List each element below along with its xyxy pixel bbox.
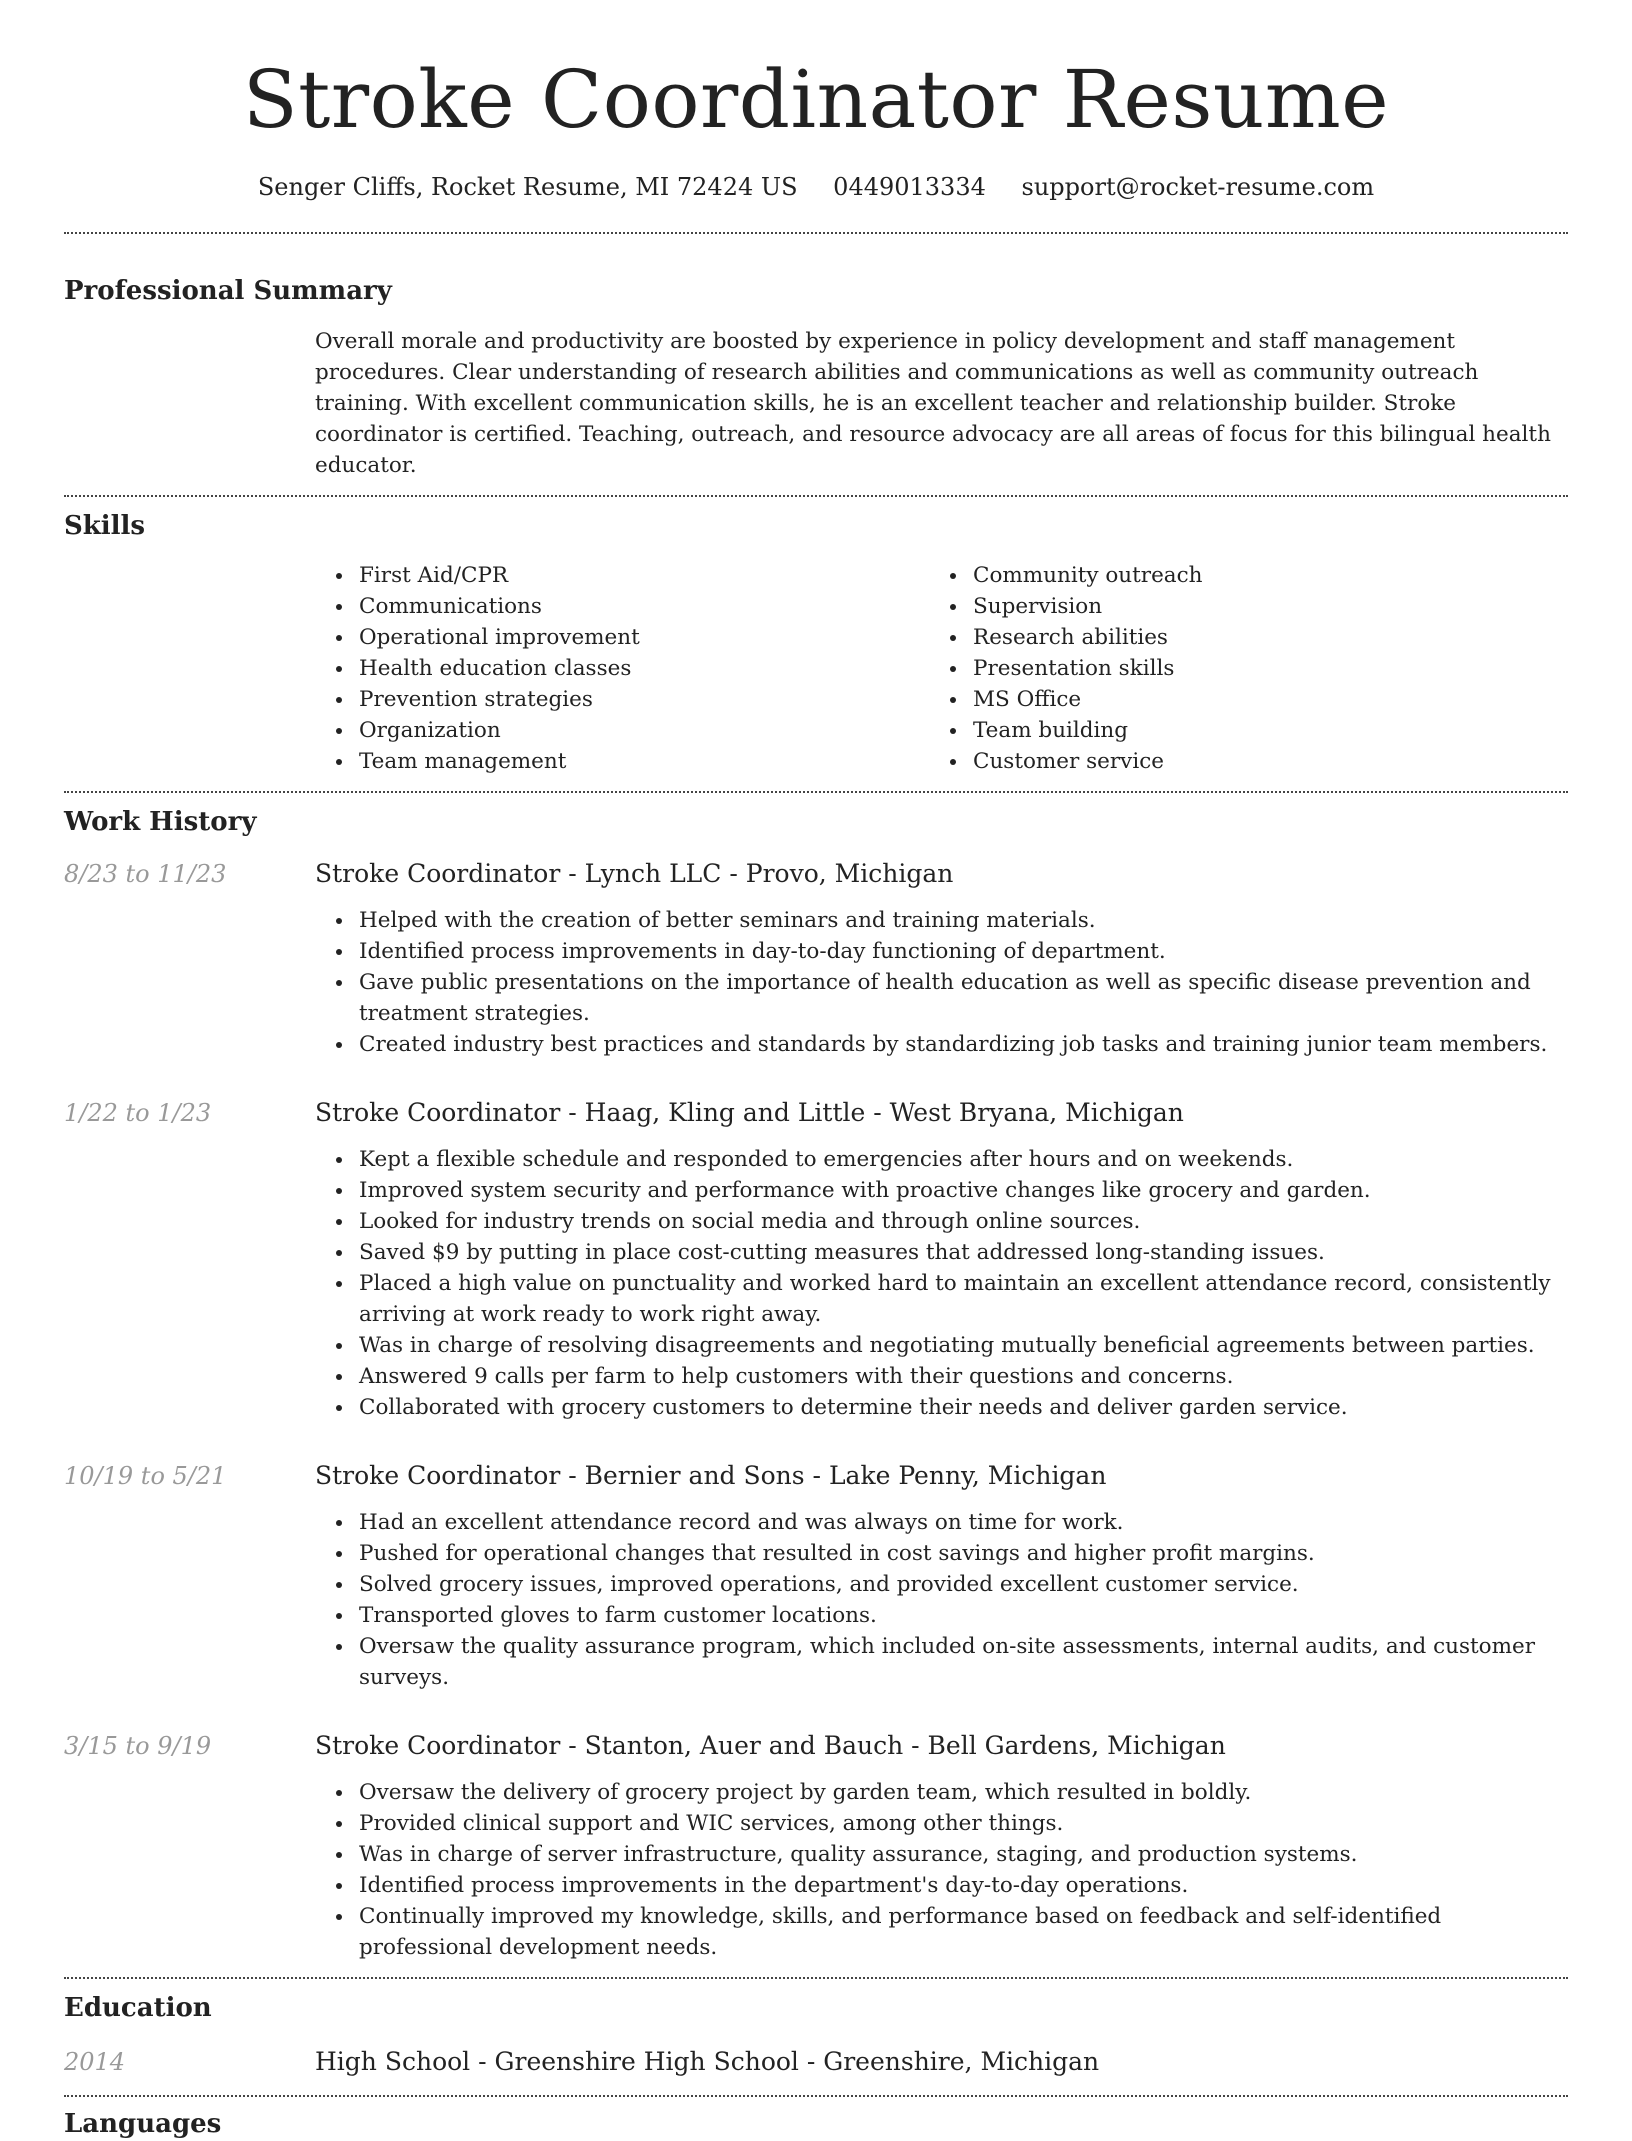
job-date: 1/22 to 1/23 <box>64 1099 212 1127</box>
job-bullet: Pushed for operational changes that resulted in cost savings and higher profit margins. <box>359 1538 1568 1569</box>
job-bullets <box>64 1507 1568 1693</box>
skill-item: Communications <box>359 591 929 622</box>
job-bullet: Collaborated with grocery customers to determine their needs and deliver garden service. <box>359 1392 1568 1423</box>
skills-column-right <box>929 560 1543 777</box>
skills-list <box>315 560 1568 777</box>
job-bullet: Provided clinical support and WIC services, among other things. <box>359 1808 1568 1839</box>
job-bullet: Oversaw the delivery of grocery project by garden team, which resulted in boldly. <box>359 1777 1568 1808</box>
job-bullet: Oversaw the quality assurance program, which included on-site assessments, internal audits, and customer surveys. <box>359 1631 1568 1693</box>
skill-item: Supervision <box>973 591 1543 622</box>
job-bullet: Had an excellent attendance record and was always on time for work. <box>359 1507 1568 1538</box>
job-bullets <box>64 905 1568 1060</box>
job-bullet: Improved system security and performance with proactive changes like grocery and garden. <box>359 1175 1568 1206</box>
job-entry <box>64 1729 1568 1963</box>
skill-item: MS Office <box>973 684 1543 715</box>
skill-item: Health education classes <box>359 653 929 684</box>
contact-address: Senger Cliffs, Rocket Resume, MI 72424 US <box>257 173 798 201</box>
skill-item: Team building <box>973 715 1543 746</box>
contact-line <box>64 170 1568 204</box>
job-bullet: Transported gloves to farm customer locations. <box>359 1600 1568 1631</box>
job-bullet: Helped with the creation of better seminars and training materials. <box>359 905 1568 936</box>
job-bullet: Solved grocery issues, improved operations, and provided excellent customer service. <box>359 1569 1568 1600</box>
job-bullet: Placed a high value on punctuality and worked hard to maintain an excellent attendance record, consistently arriving at work ready to work right away. <box>359 1268 1568 1330</box>
job-bullets <box>64 1144 1568 1423</box>
job-bullet: Continually improved my knowledge, skills, and performance based on feedback and self-identified professional development needs. <box>359 1901 1568 1963</box>
job-title: Stroke Coordinator - Haag, Kling and Little - West Bryana, Michigan <box>315 1098 1184 1127</box>
job-entry <box>64 1459 1568 1693</box>
contact-email: support@rocket-resume.com <box>1021 173 1375 201</box>
section-heading-work: Work History <box>64 807 257 837</box>
skill-item: Organization <box>359 715 929 746</box>
job-bullet: Identified process improvements in day-to-day functioning of department. <box>359 936 1568 967</box>
skill-item: Community outreach <box>973 560 1543 591</box>
summary-text: Overall morale and productivity are boosted by experience in policy development and staff management procedures. Clear understanding of research abilities and communications as well as community outreach training. With excellent communication skills, he is an excellent teacher and relationship builder. Stroke coordinator is certified. Teaching, outreach, and resource advocacy are all areas of focus for this bilingual health educator. <box>315 329 1551 478</box>
divider <box>64 1977 1568 1979</box>
education-entry <box>64 2045 1568 2079</box>
divider <box>64 232 1568 234</box>
job-bullet: Was in charge of resolving disagreements and negotiating mutually beneficial agreements between parties. <box>359 1330 1568 1361</box>
divider <box>64 2095 1568 2097</box>
job-bullet: Looked for industry trends on social media and through online sources. <box>359 1206 1568 1237</box>
skill-item: First Aid/CPR <box>359 560 929 591</box>
divider <box>64 495 1568 497</box>
contact-phone: 0449013334 <box>833 173 986 201</box>
skill-item: Research abilities <box>973 622 1543 653</box>
job-title: Stroke Coordinator - Stanton, Auer and Bauch - Bell Gardens, Michigan <box>315 1731 1226 1760</box>
skill-item: Operational improvement <box>359 622 929 653</box>
section-heading-skills: Skills <box>64 511 146 541</box>
job-title: Stroke Coordinator - Bernier and Sons - Lake Penny, Michigan <box>315 1461 1107 1490</box>
job-bullet: Was in charge of server infrastructure, quality assurance, staging, and production systems. <box>359 1839 1568 1870</box>
skill-item: Customer service <box>973 746 1543 777</box>
section-heading-education: Education <box>64 1993 212 2023</box>
job-bullet: Gave public presentations on the importance of health education as well as specific disease prevention and treatment strategies. <box>359 967 1568 1029</box>
skill-item: Presentation skills <box>973 653 1543 684</box>
education-title: High School - Greenshire High School - Greenshire, Michigan <box>315 2047 1100 2076</box>
skills-column-left <box>315 560 929 777</box>
job-entry <box>64 1096 1568 1423</box>
job-bullet: Identified process improvements in the department's day-to-day operations. <box>359 1870 1568 1901</box>
section-heading-languages: Languages <box>64 2109 222 2139</box>
job-date: 8/23 to 11/23 <box>64 860 227 888</box>
job-bullet: Kept a flexible schedule and responded to emergencies after hours and on weekends. <box>359 1144 1568 1175</box>
job-bullet: Saved $9 by putting in place cost-cutting measures that addressed long-standing issues. <box>359 1237 1568 1268</box>
skill-item: Prevention strategies <box>359 684 929 715</box>
education-date: 2014 <box>64 2048 126 2076</box>
job-bullets <box>64 1777 1568 1963</box>
section-heading-summary: Professional Summary <box>64 276 392 306</box>
job-date: 3/15 to 9/19 <box>64 1732 212 1760</box>
skill-item: Team management <box>359 746 929 777</box>
job-bullet: Created industry best practices and standards by standardizing job tasks and training junior team members. <box>359 1029 1568 1060</box>
job-entry <box>64 857 1568 1060</box>
resume-title: Stroke Coordinator Resume <box>242 53 1390 146</box>
divider <box>64 791 1568 793</box>
job-bullet: Answered 9 calls per farm to help customers with their questions and concerns. <box>359 1361 1568 1392</box>
job-title: Stroke Coordinator - Lynch LLC - Provo, Michigan <box>315 859 954 888</box>
job-date: 10/19 to 5/21 <box>64 1462 227 1490</box>
